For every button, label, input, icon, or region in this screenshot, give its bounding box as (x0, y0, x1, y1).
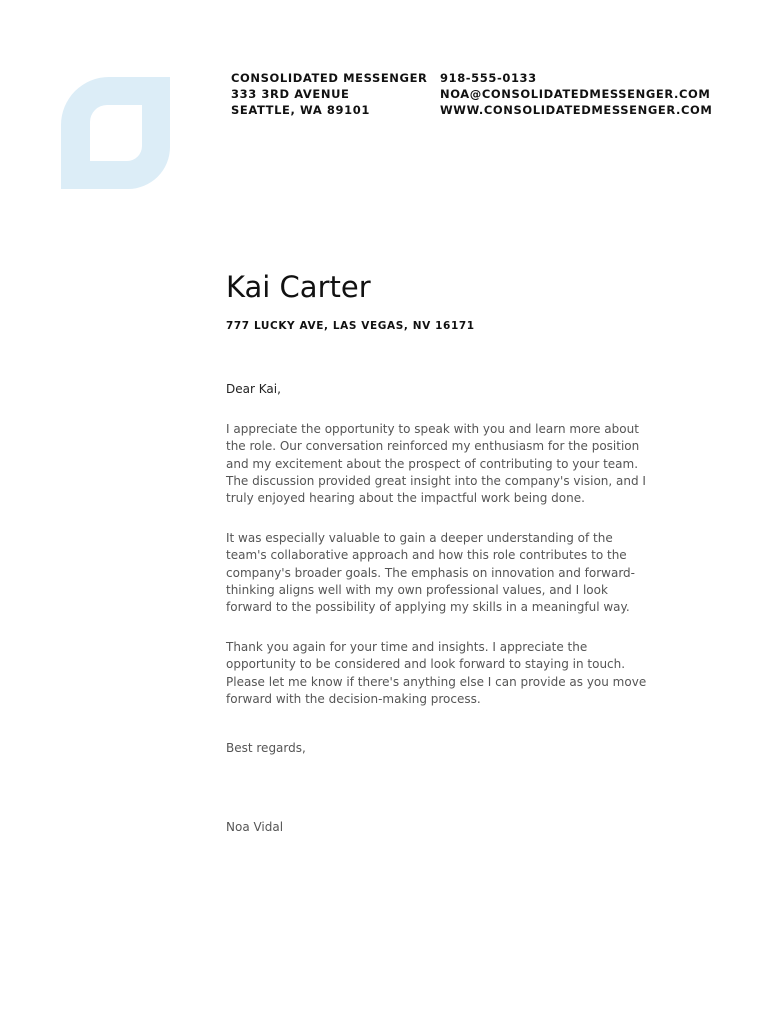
company-address-block (231, 70, 428, 118)
company-website: WWW.CONSOLIDATEDMESSENGER.COM (440, 103, 713, 117)
company-phone: 918-555-0133 (440, 71, 537, 85)
recipient-address: 777 LUCKY AVE, LAS VEGAS, NV 16171 (226, 320, 475, 332)
company-logo-icon (61, 77, 170, 189)
company-city: SEATTLE, WA 89101 (231, 103, 370, 117)
closing: Best regards, (226, 741, 306, 755)
company-email: NOA@CONSOLIDATEDMESSENGER.COM (440, 87, 711, 101)
letter-paragraph-3: Thank you again for your time and insights. I appreciate the opportunity to be considered and look forward to staying in touch. Please let me know if there's anything else I can provide as you move forward with the decision-making process. (226, 640, 647, 706)
letter-paragraph-2: It was especially valuable to gain a deeper understanding of the team's collaborative approach and how this role contributes to the company's broader goals. The emphasis on innovation and forward-thinking aligns well with my own professional values, and I look forward to the possibility of applying my skills in a meaningful way. (226, 531, 635, 615)
company-contact-block (440, 70, 712, 118)
letter-paragraph-1: I appreciate the opportunity to speak with you and learn more about the role. Our conversation reinforced my enthusiasm for the position and my excitement about the prospect of contributing to your team. The discussion provided great insight into the company's vision, and I truly enjoyed hearing about the impactful work being done. (226, 422, 646, 506)
salutation: Dear Kai, (226, 382, 281, 396)
company-street: 333 3RD AVENUE (231, 87, 350, 101)
signature-name: Noa Vidal (226, 820, 284, 834)
recipient-name: Kai Carter (226, 270, 371, 304)
company-name: CONSOLIDATED MESSENGER (231, 71, 428, 85)
